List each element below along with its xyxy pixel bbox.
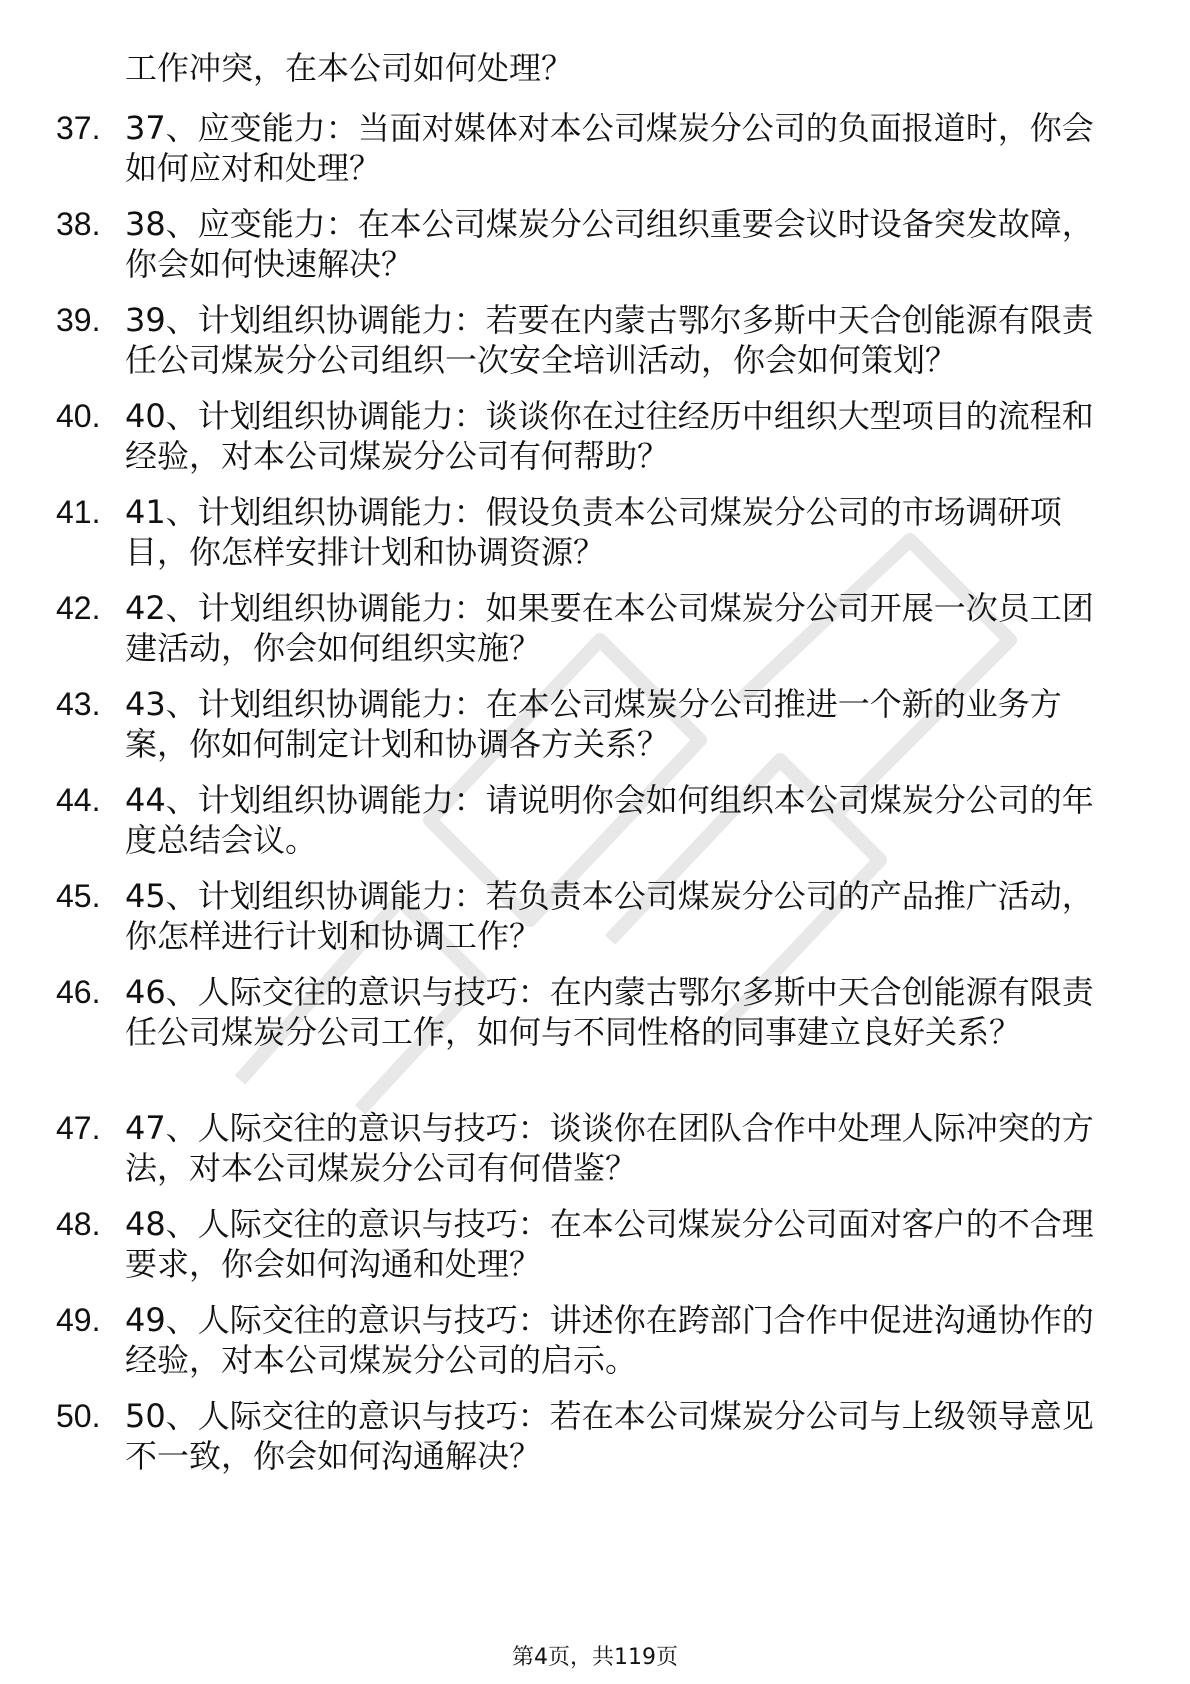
question-text: 37、应变能力：当面对媒体对本公司煤炭分公司的负面报道时，你会如何应对和处理？: [125, 109, 1094, 187]
question-number: 37.: [56, 110, 101, 146]
question-number: 50.: [56, 1398, 101, 1434]
page-footer: 第4页，共119页: [512, 1645, 678, 1670]
question-number: 46.: [56, 974, 101, 1010]
question-number: 43.: [56, 686, 101, 722]
question-number: 48.: [56, 1206, 101, 1242]
question-text: 42、计划组织协调能力：如果要在本公司煤炭分公司开展一次员工团建活动，你会如何组织实施？: [125, 589, 1094, 667]
question-text: 45、计划组织协调能力：若负责本公司煤炭分公司的产品推广活动，你怎样进行计划和协调工作？: [125, 877, 1094, 955]
question-number: 40.: [56, 398, 101, 434]
question-text: 43、计划组织协调能力：在本公司煤炭分公司推进一个新的业务方案，你如何制定计划和协调各方关系？: [125, 685, 1062, 763]
question-number: 42.: [56, 590, 101, 626]
question-text: 38、应变能力：在本公司煤炭分公司组织重要会议时设备突发故障，你会如何快速解决？: [125, 205, 1094, 283]
question-number: 45.: [56, 878, 101, 914]
question-number: 47.: [56, 1110, 101, 1146]
question-text: 49、人际交往的意识与技巧：讲述你在跨部门合作中促进沟通协作的经验，对本公司煤炭分公司的启示。: [125, 1301, 1094, 1379]
question-text: 46、人际交往的意识与技巧：在内蒙古鄂尔多斯中天合创能源有限责任公司煤炭分公司工作，如何与不同性格的同事建立良好关系？: [125, 973, 1094, 1051]
continuation-line: 工作冲突，在本公司如何处理？: [125, 49, 574, 87]
question-text: 50、人际交往的意识与技巧：若在本公司煤炭分公司与上级领导意见不一致，你会如何沟通解决？: [125, 1397, 1094, 1475]
question-text: 48、人际交往的意识与技巧：在本公司煤炭分公司面对客户的不合理要求，你会如何沟通和处理？: [125, 1205, 1094, 1283]
question-number: 44.: [56, 782, 101, 818]
question-number: 49.: [56, 1302, 101, 1338]
question-number: 41.: [56, 494, 101, 530]
question-number: 38.: [56, 206, 101, 242]
question-text: 40、计划组织协调能力：谈谈你在过往经历中组织大型项目的流程和经验，对本公司煤炭分公司有何帮助？: [125, 397, 1094, 475]
question-text: 47、人际交往的意识与技巧：谈谈你在团队合作中处理人际冲突的方法，对本公司煤炭分公司有何借鉴？: [125, 1109, 1094, 1187]
question-number: 39.: [56, 302, 101, 338]
question-text: 44、计划组织协调能力：请说明你会如何组织本公司煤炭分公司的年度总结会议。: [125, 781, 1094, 859]
question-text: 39、计划组织协调能力：若要在内蒙古鄂尔多斯中天合创能源有限责任公司煤炭分公司组织一次安全培训活动，你会如何策划？: [125, 301, 1094, 379]
question-text: 41、计划组织协调能力：假设负责本公司煤炭分公司的市场调研项目，你怎样安排计划和协调资源？: [125, 493, 1062, 571]
